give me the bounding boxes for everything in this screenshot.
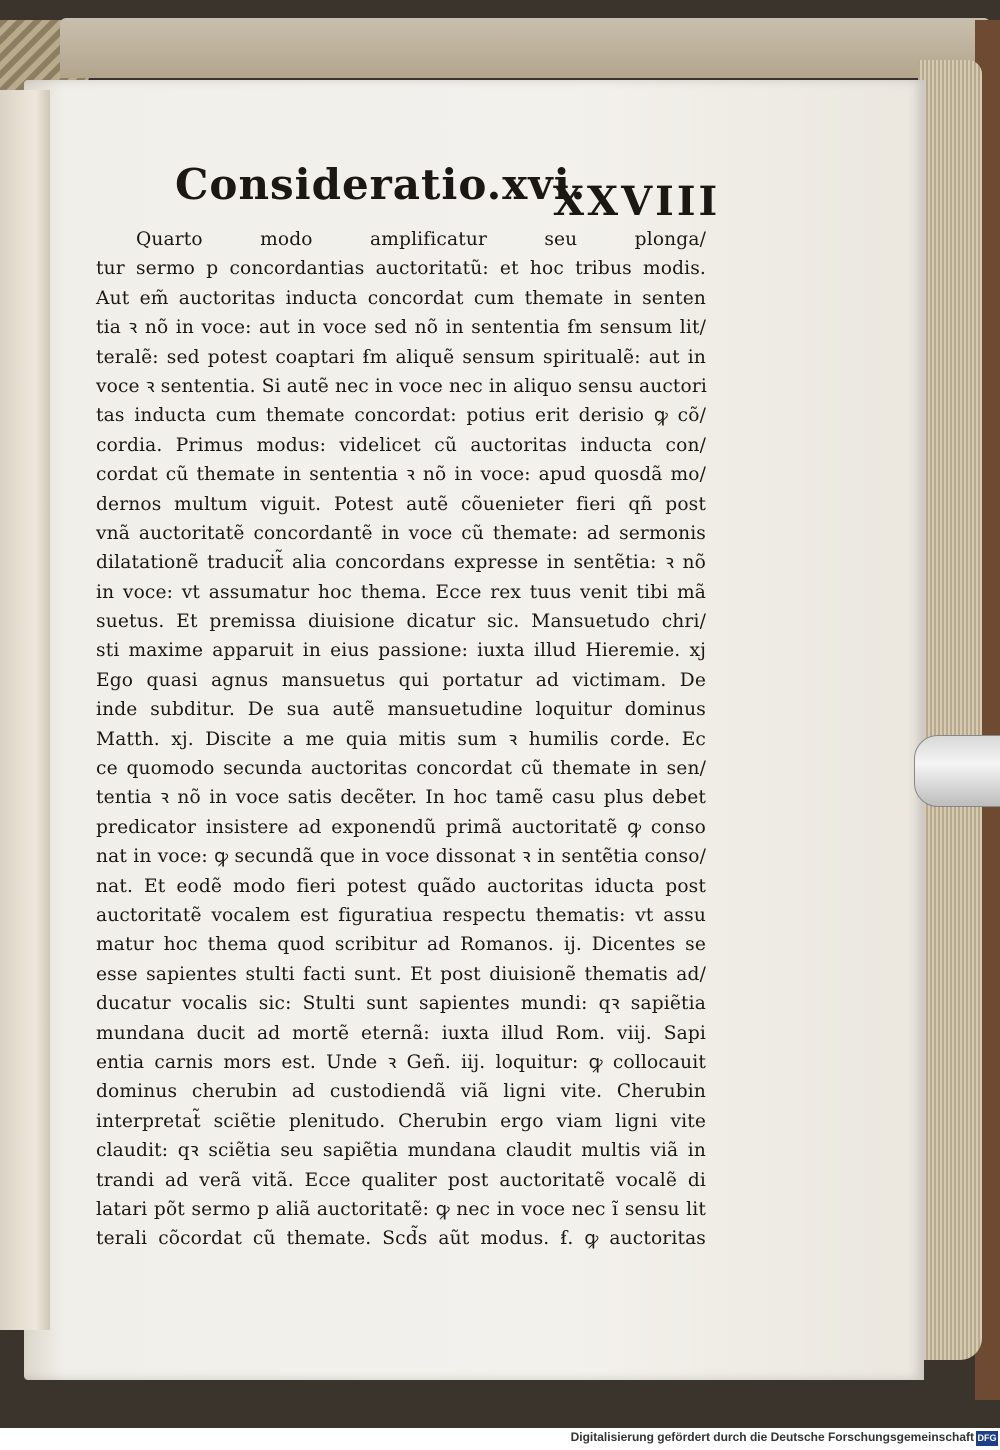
text-line: Quarto modo amplificatur seu plonga/: [136, 229, 706, 250]
text-line: in voce: vt assumatur hoc thema. Ecce rex tuus venit tibi mã: [96, 581, 706, 603]
text-line: tentia ꝛ nõ in voce satis decẽter. In hoc tamẽ casu plus debet: [96, 787, 706, 809]
page-fore-edge: [918, 60, 982, 1360]
text-line: esse sapientes stulti facti sunt. Et post diuisionẽ thematis ad/: [96, 963, 706, 985]
text-line: matur hoc thema quod scribitur ad Romanos. ij. Dicentes se: [96, 934, 706, 956]
text-line: predicator insistere ad exponendũ primã auctoritatẽ ꝙ conso: [96, 816, 706, 838]
footer-bar: [0, 1428, 1000, 1450]
text-line: latari põt sermo p aliã auctoritatẽ: ꝙ nec in voce nec ĩ sensu lit: [96, 1198, 706, 1220]
verso-page-gutter: [0, 90, 50, 1330]
text-line: auctoritatẽ vocalem est figuratiua respectu thematis: vt assu: [96, 904, 706, 926]
footer-credit: Digitalisierung gefördert durch die Deutsche Forschungsgemeinschaft: [570, 1430, 974, 1444]
text-line: teralẽ: sed potest coaptari ẜm aliquẽ sensum spiritualẽ: aut in: [96, 346, 706, 368]
text-line: sti maxime apparuit in eius passione: iuxta illud Hieremie. xj: [96, 640, 706, 662]
text-line: Aut em̃ auctoritas inducta concordat cum themate in senten: [96, 287, 706, 309]
text-line: claudit: qꝛ sciẽtia seu sapiẽtia mundana claudit multis viã in: [96, 1140, 706, 1162]
folio-number: XXVIII: [553, 178, 721, 225]
text-line: cordat cũ themate in sententia ꝛ nõ in voce: apud quosdã mo/: [96, 464, 706, 486]
text-line: Matth. xj. Discite a me quia mitis sum ꝛ humilis corde. Ec: [96, 728, 706, 750]
text-line: voce ꝛ sententia. Si autẽ nec in voce nec in aliquo sensu auctori: [96, 375, 708, 397]
text-line: cordia. Primus modus: videlicet cũ auctoritas inducta con/: [96, 434, 706, 456]
text-line: inde subditur. De sua autẽ mansuetudine loquitur dominus: [96, 699, 706, 721]
text-line: entia carnis mors est. Unde ꝛ Geñ. iij. loquitur: ꝙ collocauit: [96, 1051, 706, 1073]
text-line: Ego quasi agnus mansuetus qui portatur ad victimam. De: [96, 669, 706, 691]
book-clamp: [914, 735, 1000, 807]
text-line: tia ꝛ nõ in voce: aut in voce sed nõ in sententia ẜm sensum lit/: [96, 317, 706, 339]
text-line: dilatationẽ traducit̃ alia concordans expresse in sentẽtia: ꝛ nõ: [96, 552, 706, 574]
text-line: vnã auctoritatẽ concordantẽ in voce cũ themate: ad sermonis: [96, 522, 706, 544]
text-line: ce quomodo secunda auctoritas concordat cũ themate in sen/: [96, 758, 706, 780]
text-line: dernos multum viguit. Potest autẽ cõuenieter fieri qñ post: [96, 493, 706, 515]
text-line: nat in voce: ꝙ secundã que in voce dissonat ꝛ in sentẽtia conso/: [96, 846, 706, 868]
text-line: trandi ad verã vitã. Ecce qualiter post auctoritatẽ vocalẽ di: [96, 1169, 706, 1191]
page-top-edge: [60, 18, 990, 78]
text-line: dominus cherubin ad custodiendã viã ligni vite. Cherubin: [96, 1081, 706, 1103]
page-title: Consideratio.xvi.: [175, 160, 587, 209]
text-line: ducatur vocalis sic: Stulti sunt sapientes mundi: qꝛ sapiẽtia: [96, 993, 706, 1015]
text-line: terali cõcordat cũ themate. Scd̃s aũt modus. ẜ. ꝙ auctoritas: [96, 1228, 706, 1250]
text-line: nat. Et eodẽ modo fieri potest quãdo auctoritas iducta post: [96, 875, 706, 897]
text-block: [96, 225, 706, 1254]
text-line: tur sermo p concordantias auctoritatũ: et hoc tribus modis.: [96, 258, 706, 280]
text-line: tas inducta cum themate concordat: potius erit derisio ꝙ cõ/: [96, 405, 706, 427]
text-line: suetus. Et premissa diuisione dicatur sic. Mansuetudo chri/: [96, 611, 706, 633]
dfg-logo: DFG: [976, 1431, 998, 1446]
text-line: interpretat̃ sciẽtie plenitudo. Cherubin ergo viam ligni vite: [96, 1110, 706, 1132]
text-line: mundana ducit ad mortẽ eternã: iuxta illud Rom. viij. Sapi: [96, 1022, 706, 1044]
